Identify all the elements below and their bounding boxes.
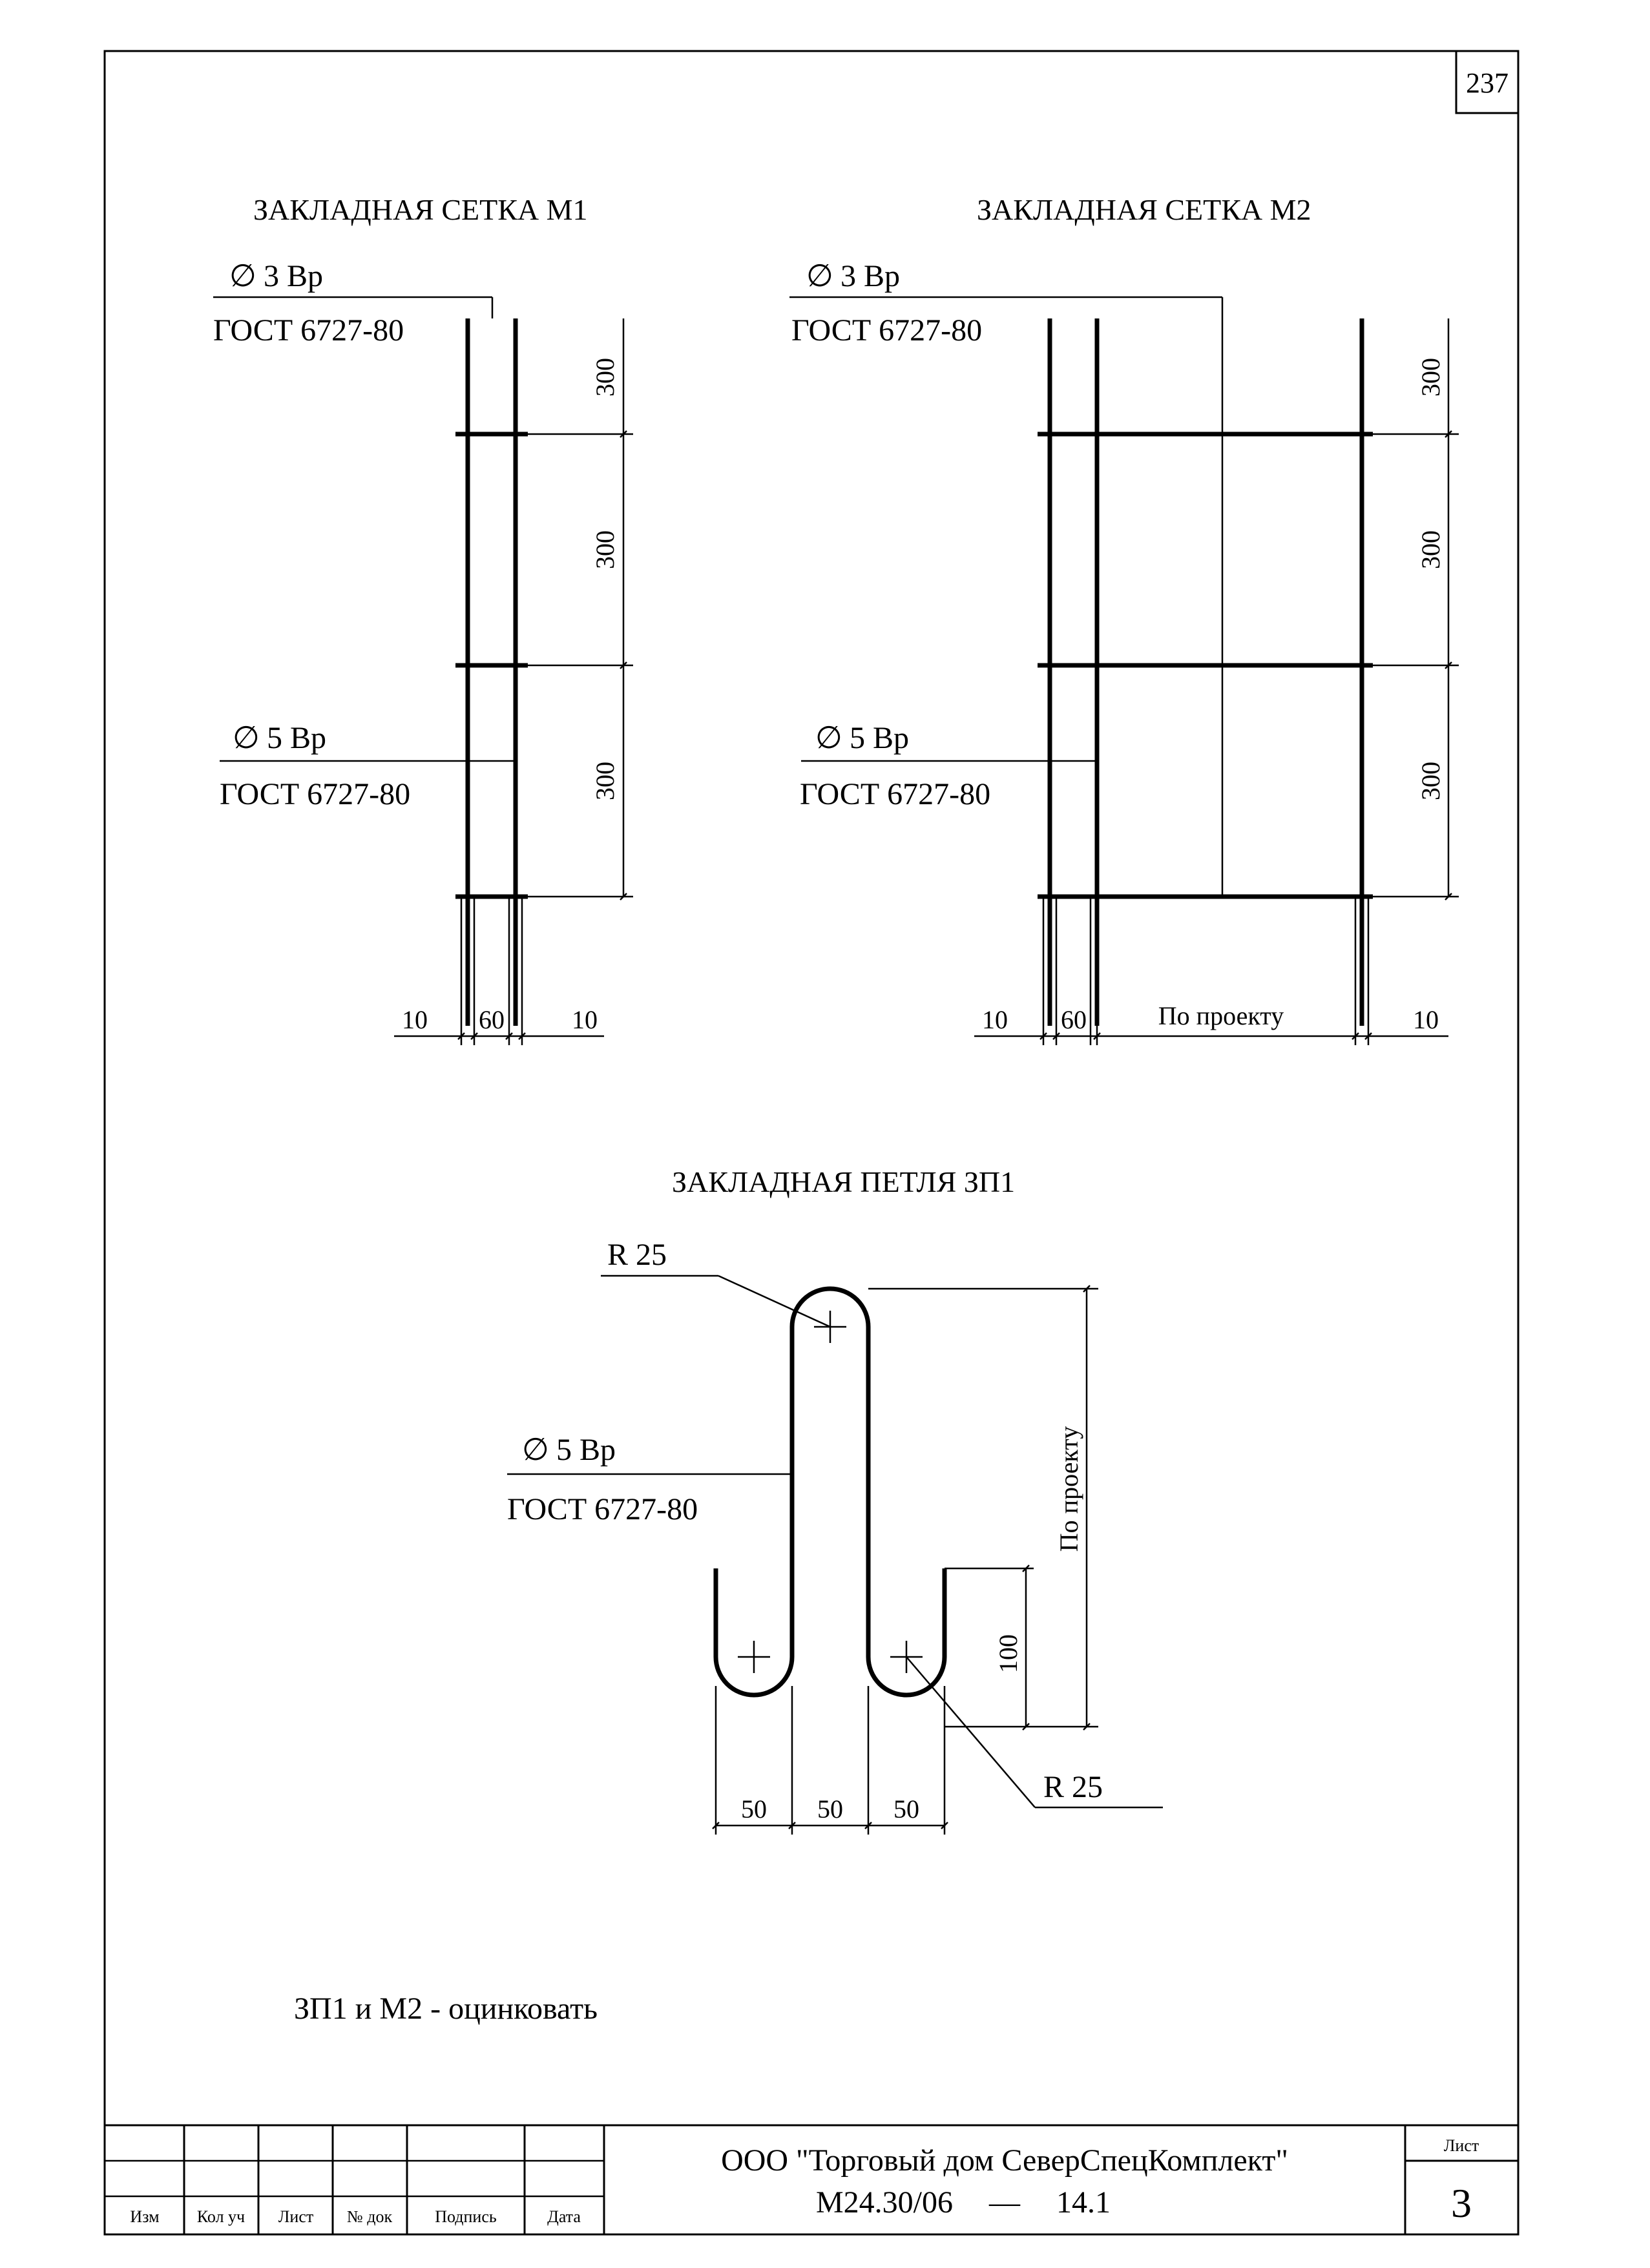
wire-spec: 3 Вр: [841, 259, 901, 293]
dim-label: 300: [590, 762, 620, 800]
mesh-m1-top-callout: [213, 259, 492, 348]
dim-label: 300: [1416, 358, 1445, 397]
diameter-symbol: ∅: [522, 1433, 549, 1467]
dim-label: 300: [590, 358, 620, 397]
title-block-col-label: Подпись: [435, 2207, 497, 2226]
page-number: 237: [1466, 67, 1509, 99]
sheet-frame: [105, 51, 1518, 2234]
loop-zp1-shape: [716, 1289, 945, 1695]
galvanize-note: ЗП1 и М2 - оцинковать: [294, 1992, 598, 2026]
loop-zp1-title: ЗАКЛАДНАЯ ПЕТЛЯ ЗП1: [672, 1165, 1016, 1198]
dim-label: 10: [1413, 1005, 1439, 1034]
wire-standard: ГОСТ 6727-80: [507, 1492, 698, 1526]
dim-label: 10: [572, 1005, 598, 1034]
dim-label: 100: [994, 1634, 1023, 1673]
dim-label: 50: [893, 1795, 919, 1824]
sheet-number: 3: [1451, 2180, 1472, 2226]
dim-label: 50: [817, 1795, 843, 1824]
dim-label: 60: [1061, 1005, 1087, 1034]
diameter-symbol: ∅: [233, 721, 260, 755]
mesh-m2-drawing: [789, 193, 1459, 1045]
radius-label: R 25: [1043, 1770, 1103, 1804]
mesh-m1-bottom-callout: [220, 721, 516, 811]
title-block-col-label: Дата: [547, 2207, 581, 2226]
wire-spec: 5 Вр: [267, 721, 327, 755]
dim-label: 300: [1416, 530, 1445, 569]
page-number-box: [1456, 51, 1518, 113]
dim-label: 10: [982, 1005, 1008, 1034]
mesh-m2-bottom-callout: [800, 721, 1097, 811]
diameter-symbol: ∅: [815, 721, 842, 755]
dim-label: 300: [590, 530, 620, 569]
dim-label: 50: [741, 1795, 767, 1824]
dim-label: 300: [1416, 762, 1445, 800]
mesh-m1-title: ЗАКЛАДНАЯ СЕТКА М1: [253, 193, 588, 226]
diameter-symbol: ∅: [806, 259, 833, 293]
dim-label: 60: [479, 1005, 505, 1034]
loop-zp1-drawing: [507, 1165, 1163, 1835]
loop-zp1-callout: [507, 1433, 792, 1526]
center-mark: [738, 1641, 770, 1673]
dim-label: По проекту: [1158, 1001, 1284, 1030]
mesh-m2-title: ЗАКЛАДНАЯ СЕТКА М2: [977, 193, 1311, 226]
company-name: ООО "Торговый дом СеверСпецКомплект": [721, 2143, 1288, 2178]
wire-standard: ГОСТ 6727-80: [213, 313, 404, 348]
radius-label: R 25: [607, 1238, 667, 1272]
dim-label: 10: [402, 1005, 428, 1034]
title-block: [105, 2125, 1518, 2234]
wire-standard: ГОСТ 6727-80: [800, 777, 991, 811]
wire-spec: 3 Вр: [264, 259, 324, 293]
sheet-label: Лист: [1443, 2136, 1479, 2155]
title-block-col-label: № док: [346, 2207, 393, 2226]
document-code: М24.30/06: [815, 2185, 953, 2220]
dim-label: По проекту: [1054, 1426, 1083, 1552]
wire-standard: ГОСТ 6727-80: [791, 313, 983, 348]
code-separator: —: [989, 2185, 1020, 2220]
wire-spec: 5 Вр: [556, 1433, 616, 1467]
wire-spec: 5 Вр: [850, 721, 910, 755]
document-part: 14.1: [1056, 2185, 1111, 2220]
mesh-m1-drawing: [213, 193, 633, 1045]
title-block-col-label: Кол уч: [196, 2207, 245, 2226]
wire-standard: ГОСТ 6727-80: [220, 777, 411, 811]
diameter-symbol: ∅: [229, 259, 256, 293]
title-block-col-label: Изм: [130, 2207, 160, 2226]
title-block-col-label: Лист: [278, 2207, 314, 2226]
